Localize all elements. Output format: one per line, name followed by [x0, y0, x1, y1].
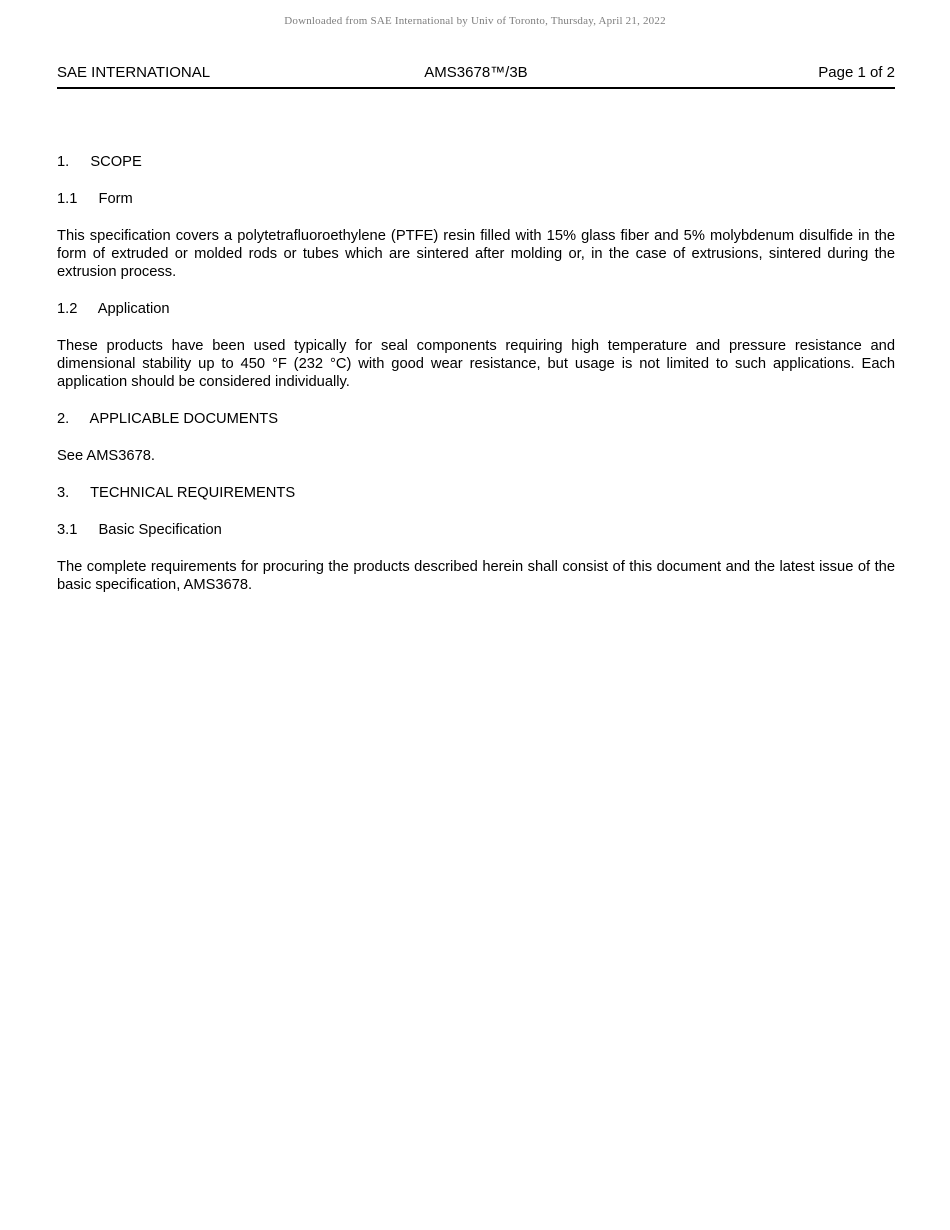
section-heading-1-1 — [57, 190, 895, 208]
download-watermark: Downloaded from SAE International by Univ of Toronto, Thursday, April 21, 2022 — [284, 15, 666, 27]
header-page-number: Page 1 of 2 — [818, 64, 895, 81]
section-title: APPLICABLE DOCUMENTS — [89, 411, 279, 427]
section-heading-2 — [57, 410, 895, 428]
paragraph-applicable-documents: See AMS3678. — [57, 448, 155, 464]
section-number: 3.1 — [57, 522, 78, 538]
section-title: Application — [97, 301, 170, 317]
section-title: Form — [98, 191, 133, 207]
document-body — [57, 153, 895, 594]
section-heading-3-1 — [57, 521, 895, 539]
section-heading-3 — [57, 484, 895, 502]
page-header — [57, 64, 895, 89]
section-number: 1.2 — [57, 301, 78, 317]
section-title: TECHNICAL REQUIREMENTS — [90, 485, 296, 501]
section-number: 2. — [57, 411, 70, 427]
section-number: 3. — [57, 485, 70, 501]
paragraph-form: This specification covers a polytetrafluoroethylene (PTFE) resin filled with 15% glass fiber and 5% molybdenum disulfide in the form of extruded or molded rods or tubes which are sintered after molding or, in the case of extrusions, sintered during the extrusion process. — [57, 228, 895, 280]
section-heading-1-2 — [57, 300, 895, 318]
paragraph-basic-specification: The complete requirements for procuring the products described herein shall consist of this document and the latest issue of the basic specification, AMS3678. — [57, 559, 895, 593]
header-document-number: AMS3678™/3B — [424, 64, 528, 81]
section-heading-1 — [57, 153, 895, 171]
section-title: SCOPE — [90, 154, 142, 170]
section-number: 1.1 — [57, 191, 78, 207]
header-organization: SAE INTERNATIONAL — [57, 64, 211, 81]
section-title: Basic Specification — [98, 522, 222, 538]
paragraph-application: These products have been used typically for seal components requiring high temperature and pressure resistance and dimensional stability up to 450 °F (232 °C) with good wear resistance, but usage is not limited to such applications. Each application should be considered individually. — [57, 338, 895, 390]
section-number: 1. — [57, 154, 70, 170]
